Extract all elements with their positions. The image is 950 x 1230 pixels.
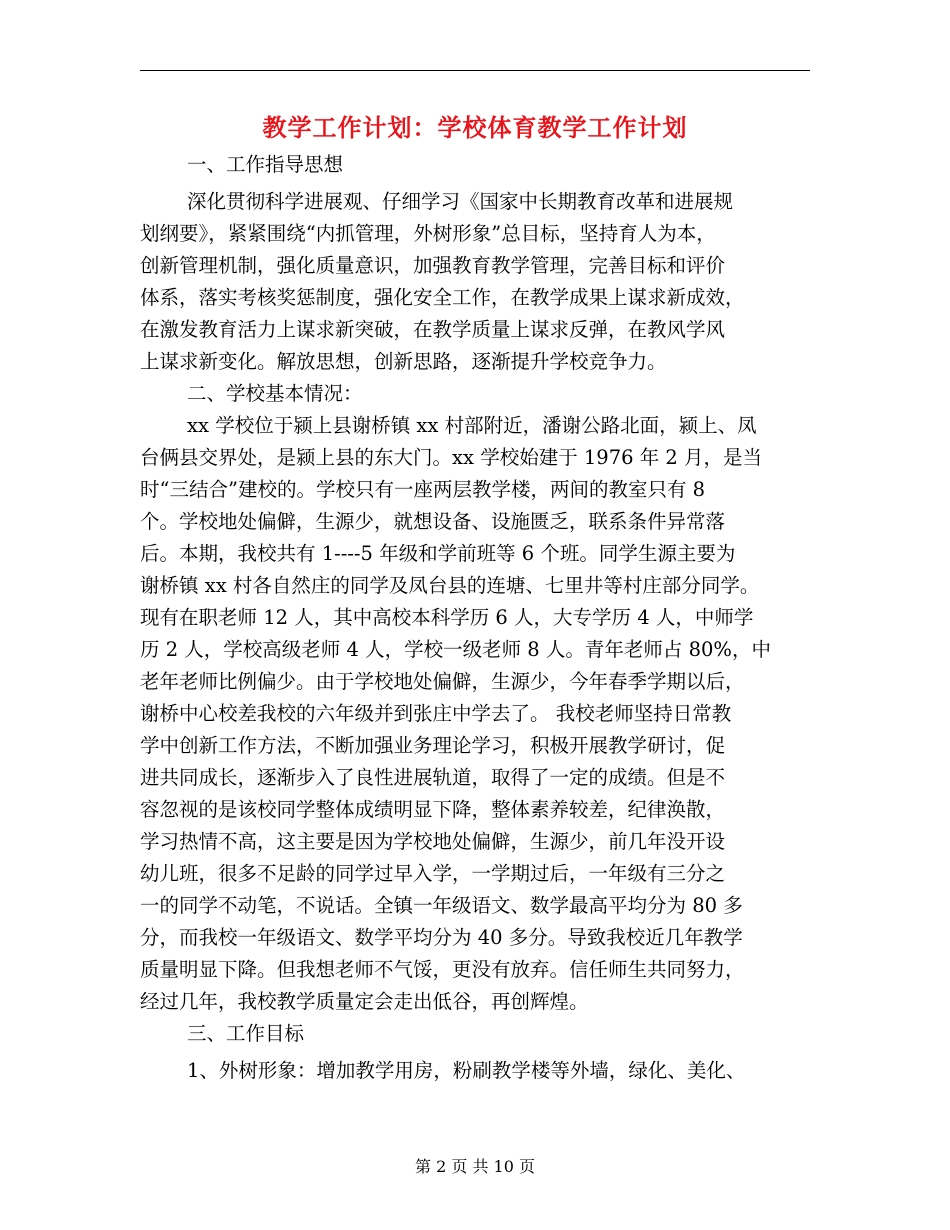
section-heading-guiding-ideology: 一、工作指导思想 <box>187 153 344 176</box>
section-heading-school-situation: 二、学校基本情况： <box>187 382 363 405</box>
header-rule <box>140 70 810 71</box>
paragraph-line: 学习热情不高，这主要是因为学校地处偏僻，生源少，前几年没开设 <box>140 830 726 853</box>
paragraph-line: 谢桥中心校差我校的六年级并到张庄中学去了。 我校老师坚持日常教 <box>140 702 732 725</box>
paragraph-line: xx 学校位于颍上县谢桥镇 xx 村部附近，潘谢公路北面，颍上、凤 <box>187 414 757 437</box>
paragraph-line: 现有在职老师 12 人，其中高校本科学历 6 人，大专学历 4 人，中师学 <box>140 606 754 629</box>
paragraph-line: 划纲要》，紧紧围绕“内抓管理，外树形象”总目标，坚持育人为本， <box>140 222 716 245</box>
paragraph-line: 一的同学不动笔，不说话。全镇一年级语文、数学最高平均分为 80 多 <box>140 894 743 917</box>
document-title: 教学工作计划：学校体育教学工作计划 <box>262 113 688 142</box>
paragraph-line: 体系，落实考核奖惩制度，强化安全工作，在教学成果上谋求新成效， <box>140 286 745 309</box>
paragraph-line: 创新管理机制，强化质量意识，加强教育教学管理，完善目标和评价 <box>140 254 726 277</box>
paragraph-line: 进共同成长，逐渐步入了良性进展轨道，取得了一定的成绩。但是不 <box>140 766 726 789</box>
paragraph-line: 容忽视的是该校同学整体成绩明显下降，整体素养较差，纪律涣散， <box>140 798 726 821</box>
paragraph-line: 后。本期，我校共有 1----5 年级和学前班等 6 个班。同学生源主要为 <box>140 542 736 565</box>
paragraph-line: 深化贯彻科学进展观、仔细学习《国家中长期教育改革和进展规 <box>187 190 734 213</box>
paragraph-line: 分，而我校一年级语文、数学平均分为 40 多分。导致我校近几年教学 <box>140 926 743 949</box>
paragraph-line: 学中创新工作方法，不断加强业务理论学习，积极开展教学研讨，促 <box>140 734 726 757</box>
section-heading-work-goals: 三、工作目标 <box>187 1022 305 1045</box>
paragraph-line: 时“三结合”建校的。学校只有一座两层教学楼，两间的教室只有 8 <box>140 478 706 501</box>
paragraph-line: 老年老师比例偏少。由于学校地处偏僻，生源少，今年春季学期以后， <box>140 670 745 693</box>
paragraph-line: 台俩县交界处，是颍上县的东大门。xx 学校始建于 1976 年 2 月，是当 <box>140 446 763 469</box>
paragraph-line: 个。学校地处偏僻，生源少，就想设备、设施匮乏，联系条件异常落 <box>140 510 726 533</box>
paragraph-line: 质量明显下降。但我想老师不气馁，更没有放弃。信任师生共同努力， <box>140 958 745 981</box>
paragraph-line: 历 2 人，学校高级老师 4 人，学校一级老师 8 人。青年老师占 80%，中 <box>140 638 771 661</box>
page-number: 第 2 页 共 10 页 <box>415 1157 535 1176</box>
paragraph-line: 谢桥镇 xx 村各自然庄的同学及凤台县的连塘、七里井等村庄部分同学。 <box>140 574 760 597</box>
paragraph-line: 1、外树形象：增加教学用房，粉刷教学楼等外墙，绿化、美化、 <box>187 1059 746 1082</box>
paragraph-line: 幼儿班，很多不足龄的同学过早入学，一学期过后，一年级有三分之 <box>140 862 726 885</box>
paragraph-line: 在激发教育活力上谋求新突破，在教学质量上谋求反弹，在教风学风 <box>140 318 726 341</box>
paragraph-line: 上谋求新变化。解放思想，创新思路，逐渐提升学校竞争力。 <box>140 350 667 373</box>
paragraph-line: 经过几年，我校教学质量定会走出低谷，再创辉煌。 <box>140 990 589 1013</box>
